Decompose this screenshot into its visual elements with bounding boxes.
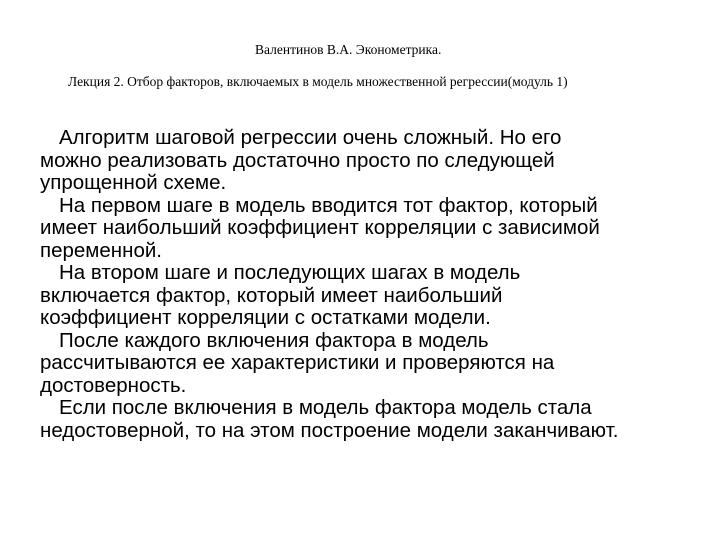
paragraph-5-line-2: недостоверной, то на этом построение модели заканчивают. bbox=[40, 418, 619, 442]
paragraph-1-line-1: Алгоритм шаговой регрессии очень сложный. Но его bbox=[59, 126, 562, 149]
paragraph-4-line-3: достоверность. bbox=[40, 373, 187, 397]
paragraph-3-line-2: включается фактор, который имеет наибольший bbox=[40, 283, 503, 307]
paragraph-3-line-1: На втором шаге и последующих шагах в модель bbox=[59, 261, 521, 284]
paragraph-1-line-2: можно реализовать достаточно просто по следующей bbox=[40, 148, 555, 172]
paragraph-5-line-1: Если после включения в модель фактора модель стала bbox=[59, 396, 592, 419]
paragraph-2-line-3: переменной. bbox=[40, 238, 162, 262]
paragraph-1-line-3: упрощенной схеме. bbox=[40, 171, 227, 194]
paragraph-2-line-1: На первом шаге в модель вводится тот фактор, который bbox=[59, 193, 598, 217]
author-title: Валентинов В.А. Эконометрика. bbox=[255, 42, 442, 57]
lecture-title: Лекция 2. Отбор факторов, включаемых в модель множественной регрессии(модуль 1) bbox=[68, 74, 568, 89]
body-text bbox=[40, 127, 680, 442]
paragraph-4-line-1: После каждого включения фактора в модель bbox=[59, 328, 489, 352]
paragraph-3-line-3: коэффициент корреляции с остатками модели. bbox=[40, 306, 491, 329]
paragraph-2-line-2: имеет наибольший коэффициент корреляции с зависимой bbox=[40, 216, 600, 239]
paragraph-4-line-2: рассчитываются ее характеристики и проверяются на bbox=[40, 351, 555, 374]
